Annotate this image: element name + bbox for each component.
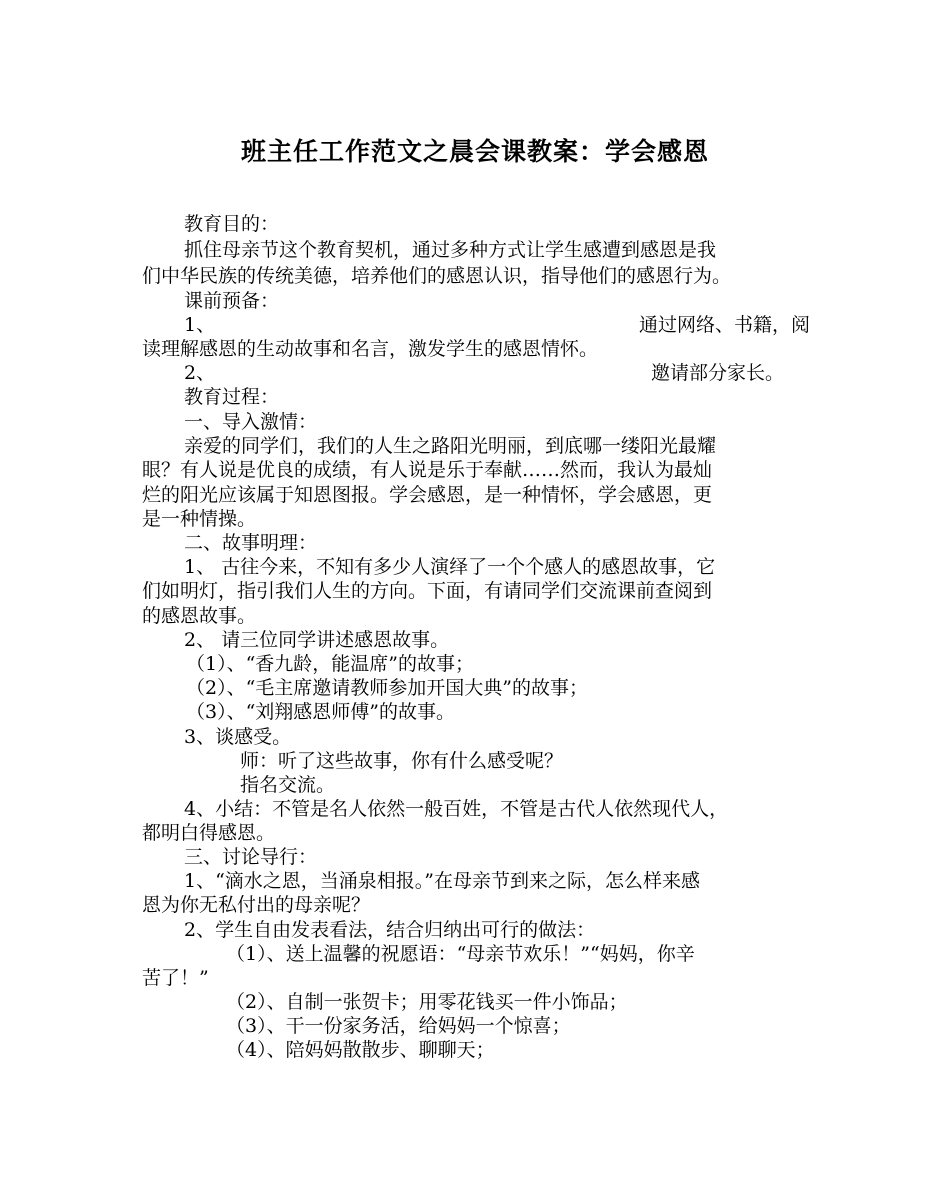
- method-item: （1）、送上温馨的祝愿语：“母亲节欢乐！”“妈妈，你辛: [226, 943, 695, 965]
- story-item: （1）、“香九龄，能温席”的故事；: [186, 653, 475, 675]
- list-text: 通过网络、书籍，阅: [638, 314, 810, 336]
- document-title: 班主任工作范文之晨会课教案：学会感恩: [240, 137, 709, 166]
- section-heading-3: 三、讨论导行：: [184, 846, 318, 868]
- method-item: （3）、干一份家务活，给妈妈一个惊喜；: [226, 1015, 571, 1037]
- list-number: 2、: [184, 362, 216, 384]
- paragraph-line: 的感恩故事。: [142, 605, 257, 627]
- section-heading-1: 一、导入激情：: [184, 411, 318, 433]
- paragraph-line: 1、“滴水之恩，当涌泉相报。”在母亲节到来之际，怎么样来感: [184, 870, 701, 892]
- paragraph-line: 们如明灯，指引我们人生的方向。下面，有请同学们交流课前查阅到: [142, 580, 713, 602]
- story-item: （2）、“毛主席邀请教师参加开国大典”的故事；: [186, 677, 589, 699]
- paragraph-line: 抓住母亲节这个教育契机，通过多种方式让学生感遭到感恩是我: [184, 239, 717, 261]
- list-item-prep-1: [184, 313, 810, 337]
- method-item: （4）、陪妈妈散散步、聊聊天；: [226, 1039, 495, 1061]
- paragraph-line: 读理解感恩的生动故事和名言，激发学生的感恩情怀。: [142, 338, 599, 360]
- paragraph-line: 3、谈感受。: [184, 726, 292, 748]
- paragraph-line: 指名交流。: [240, 774, 336, 796]
- paragraph-line: 苦了！”: [142, 967, 209, 989]
- heading-process: 教育过程：: [184, 386, 280, 408]
- list-item-prep-2: [184, 361, 784, 385]
- paragraph-line: 4、小结：不管是名人依然一般百姓，不管是古代人依然现代人，: [184, 798, 729, 820]
- list-text: 邀请部分家长。: [650, 362, 784, 384]
- paragraph-line: 们中华民族的传统美德，培养他们的感恩认识，指导他们的感恩行为。: [142, 265, 732, 287]
- paragraph-line: 是一种情操。: [142, 508, 257, 530]
- story-item: （3）、“刘翔感恩师傅”的故事。: [186, 701, 456, 723]
- paragraph-line: 2、 请三位同学讲述感恩故事。: [184, 629, 450, 651]
- paragraph-line: 眼？有人说是优良的成绩，有人说是乐于奉献……然而，我认为最灿: [142, 459, 713, 481]
- paragraph-line: 2、学生自由发表看法，结合归纳出可行的做法：: [184, 919, 596, 941]
- paragraph-line: 亲爱的同学们，我们的人生之路阳光明丽，到底哪一缕阳光最耀: [184, 435, 717, 457]
- section-heading-2: 二、故事明理：: [184, 532, 318, 554]
- heading-education-goal: 教育目的：: [184, 213, 280, 235]
- list-number: 1、: [184, 314, 216, 336]
- paragraph-line: 师：听了这些故事，你有什么感受呢？: [240, 750, 564, 772]
- paragraph-line: 恩为你无私付出的母亲呢？: [142, 894, 371, 916]
- paragraph-line: 1、 古往今来，不知有多少人演绎了一个个感人的感恩故事，它: [184, 556, 716, 578]
- method-item: （2）、自制一张贺卡；用零花钱买一件小饰品；: [226, 991, 628, 1013]
- paragraph-line: 都明白得感恩。: [142, 822, 276, 844]
- paragraph-line: 烂的阳光应该属于知恩图报。学会感恩，是一种情怀，学会感恩，更: [142, 484, 713, 506]
- heading-preparation: 课前预备：: [184, 290, 280, 312]
